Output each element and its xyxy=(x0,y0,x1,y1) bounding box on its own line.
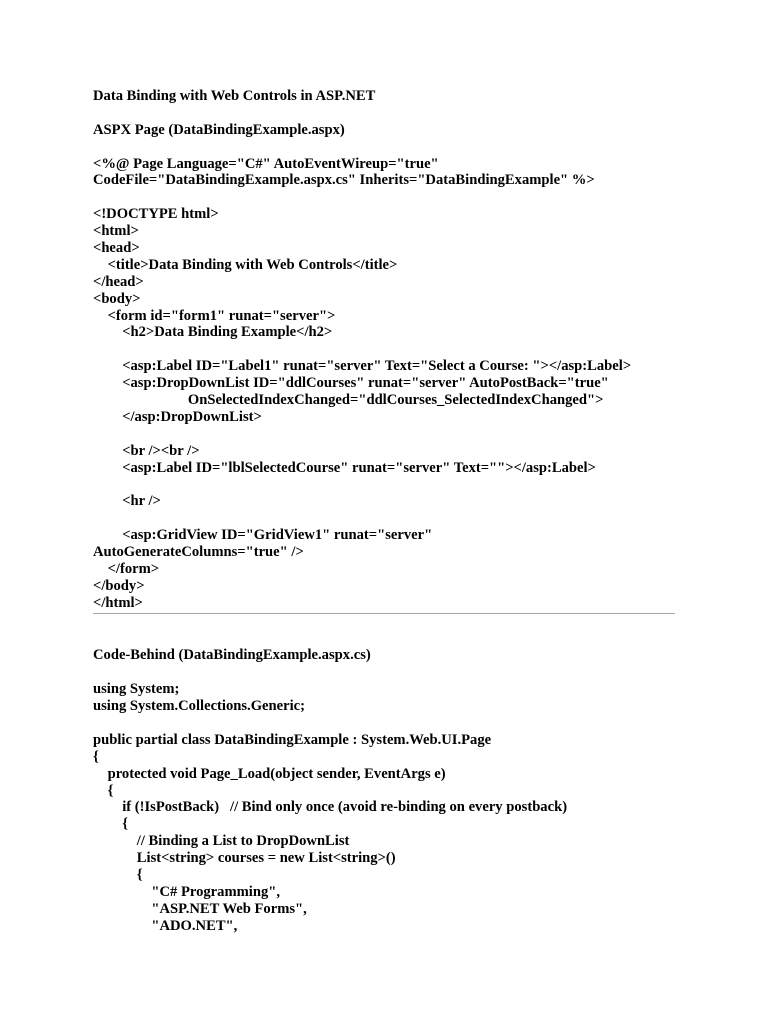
code-line: <asp:Label ID="Label1" runat="server" Text="Select a Course: "></asp:Label> xyxy=(93,358,632,375)
code-line: AutoGenerateColumns="true" /> xyxy=(93,544,304,561)
spacer xyxy=(93,614,675,631)
document-page xyxy=(93,88,675,935)
code-line: <asp:Label ID="lblSelectedCourse" runat="server" Text=""></asp:Label> xyxy=(93,459,596,476)
code-line: <asp:GridView ID="GridView1" runat="server" xyxy=(93,527,433,544)
aspx-heading: ASPX Page (DataBindingExample.aspx) xyxy=(93,121,345,138)
code-line: <title>Data Binding with Web Controls</title> xyxy=(93,256,398,273)
code-line: <body> xyxy=(93,290,141,307)
code-line: </form> xyxy=(93,560,160,577)
code-line: </head> xyxy=(93,273,144,290)
code-line: <!DOCTYPE html> xyxy=(93,206,219,223)
aspx-code-block xyxy=(93,156,675,612)
codebehind-code-block xyxy=(93,681,675,934)
code-line: if (!IsPostBack) // Bind only once (avoid re-binding on every postback) xyxy=(93,799,568,816)
code-line: { xyxy=(93,816,128,833)
code-line: using System.Collections.Generic; xyxy=(93,698,305,715)
code-line: { xyxy=(93,782,114,799)
codebehind-heading: Code-Behind (DataBindingExample.aspx.cs) xyxy=(93,647,371,664)
code-line: "ASP.NET Web Forms", xyxy=(93,900,307,917)
code-line: protected void Page_Load(object sender, EventArgs e) xyxy=(93,765,446,782)
code-line: "C# Programming", xyxy=(93,883,280,900)
document-title: Data Binding with Web Controls in ASP.NET xyxy=(93,88,376,104)
code-line: </asp:DropDownList> xyxy=(93,408,262,425)
code-line: // Binding a List to DropDownList xyxy=(93,833,350,850)
code-line xyxy=(93,341,675,358)
code-line: <html> xyxy=(93,223,139,240)
code-line: <br /><br /> xyxy=(93,442,200,459)
spacer xyxy=(93,139,675,156)
code-line: "ADO.NET", xyxy=(93,917,238,934)
spacer xyxy=(93,105,675,122)
code-line xyxy=(93,189,675,206)
code-line: List<string> courses = new List<string>() xyxy=(93,850,396,867)
code-line: { xyxy=(93,866,143,883)
code-line: using System; xyxy=(93,681,180,698)
code-line: OnSelectedIndexChanged="ddlCourses_SelectedIndexChanged"> xyxy=(93,392,604,409)
code-line xyxy=(93,715,675,732)
code-line xyxy=(93,476,675,493)
code-line: <form id="form1" runat="server"> xyxy=(93,307,336,324)
code-line: </body> xyxy=(93,577,145,594)
code-line: <asp:DropDownList ID="ddlCourses" runat="server" AutoPostBack="true" xyxy=(93,375,609,392)
code-line: <%@ Page Language="C#" AutoEventWireup="true" xyxy=(93,155,439,172)
code-line: <hr /> xyxy=(93,493,161,510)
spacer xyxy=(93,664,675,681)
code-line: <h2>Data Binding Example</h2> xyxy=(93,324,333,341)
code-line: </html> xyxy=(93,594,143,611)
code-line: public partial class DataBindingExample : System.Web.UI.Page xyxy=(93,731,492,748)
spacer xyxy=(93,631,675,648)
code-line: { xyxy=(93,748,99,765)
code-line: CodeFile="DataBindingExample.aspx.cs" Inherits="DataBindingExample" %> xyxy=(93,172,595,189)
code-line xyxy=(93,426,675,443)
code-line xyxy=(93,510,675,527)
code-line: <head> xyxy=(93,240,140,257)
